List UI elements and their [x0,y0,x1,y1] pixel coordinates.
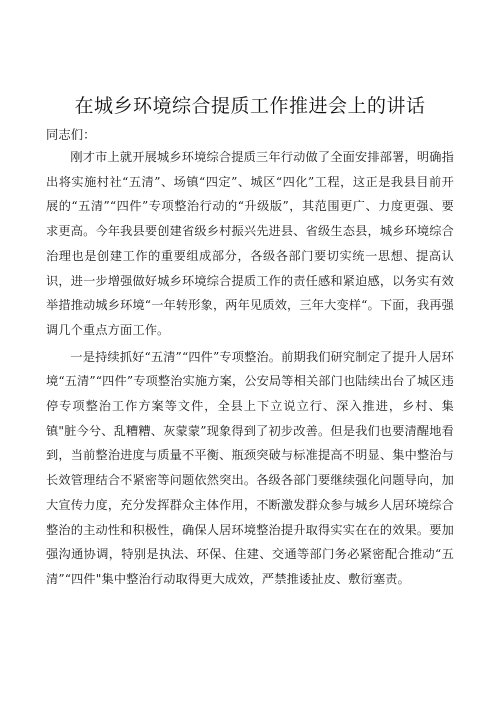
body-paragraph-1: 刚才市上就开展城乡环境综合提质三年行动做了全面安排部署，明确指出将实施村社“五清”、场镇“四定”、城区“四化”工程，这正是我县目前开展的“五清”“四件”专项整治行动的“升级版”，其范围更广、力度更强、要求更高。今年我县要创建省级乡村振兴先进县、省级生态县，城乡环境综合治理也是创建工作的重要组成部分，各级各部门要切实统一思想、提高认识，进一步增强做好城乡环境综合提质工作的责任感和紧迫感，以务实有效举措推动城乡环境“一年转形象，两年见质效，三年大变样“。下面，我再强调几个重点方面工作。 [46,150,454,337]
document-title: 在城乡环境综合提质工作推进会上的讲话 [74,95,426,117]
salutation: 同志们： [46,127,96,142]
body-paragraph-2: 一是持续抓好“五清”“四件”专项整治。前期我们研究制定了提升人居环境“五清”“四件”专项整治实施方案，公安局等相关部门也陆续出台了城区违停专项整治工作方案等文件，全县上下立说立行、深入推进，乡村、集镇"脏今兮、乱糟糟、灰蒙蒙”现象得到了初步改善。但是我们也要清醒地看到，当前整治进度与质量不平衡、瓶颈突破与标准提高不明显、集中整治与长效管理结合不紧密等问题依然突出。各级各部门要继续强化问题导向，加大宣传力度，充分发挥群众主体作用，不断激发群众参与城乡人居环境综合整治的主动性和积极性，确保人居环境整治提升取得实实在在的效果。要加强沟通协调，特别是执法、环保、住建、交通等部门务必紧密配合推动“五清”“四件"集中整治行动取得更大成效，严禁推诿扯皮、敷衍塞责。 [46,349,454,586]
